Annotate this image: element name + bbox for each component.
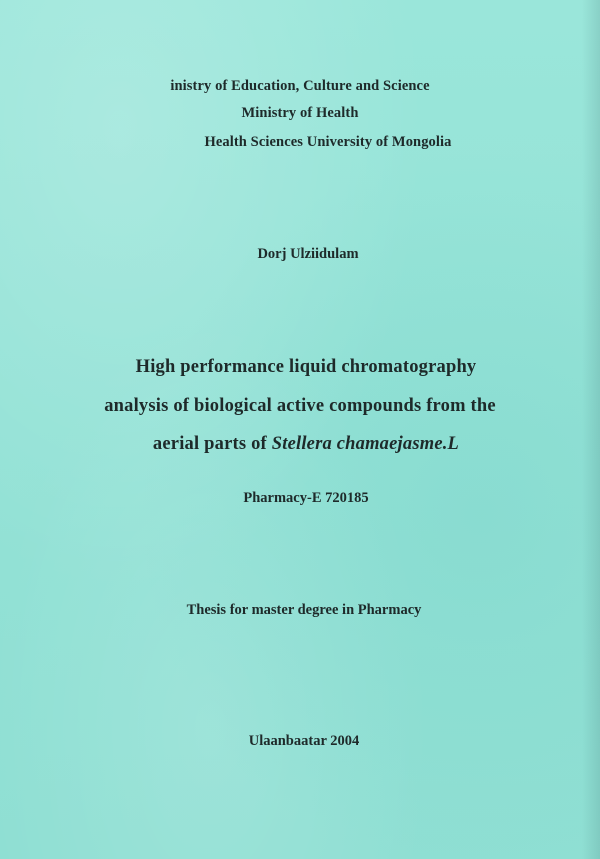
institution-line-3: Health Sciences University of Mongolia <box>204 134 452 150</box>
author-name: Dorj Ulziidulam <box>257 246 359 262</box>
title-line-3 <box>6 434 600 455</box>
program-code: Pharmacy-E 720185 <box>243 490 369 506</box>
title-line-3-prefix: aerial parts of <box>152 434 272 454</box>
institution-line-2: Ministry of Health <box>241 105 359 121</box>
institution-line-1: inistry of Education, Culture and Science <box>170 78 430 94</box>
species-name: Stellera chamaejasme.L <box>271 434 460 454</box>
title-line-1: High performance liquid chromatography <box>135 357 477 377</box>
title-line-2: analysis of biological active compounds from the <box>104 396 496 416</box>
thesis-type: Thesis for master degree in Pharmacy <box>186 602 422 618</box>
place-and-year: Ulaanbaatar 2004 <box>248 733 360 749</box>
page-edge-shadow <box>582 0 600 859</box>
